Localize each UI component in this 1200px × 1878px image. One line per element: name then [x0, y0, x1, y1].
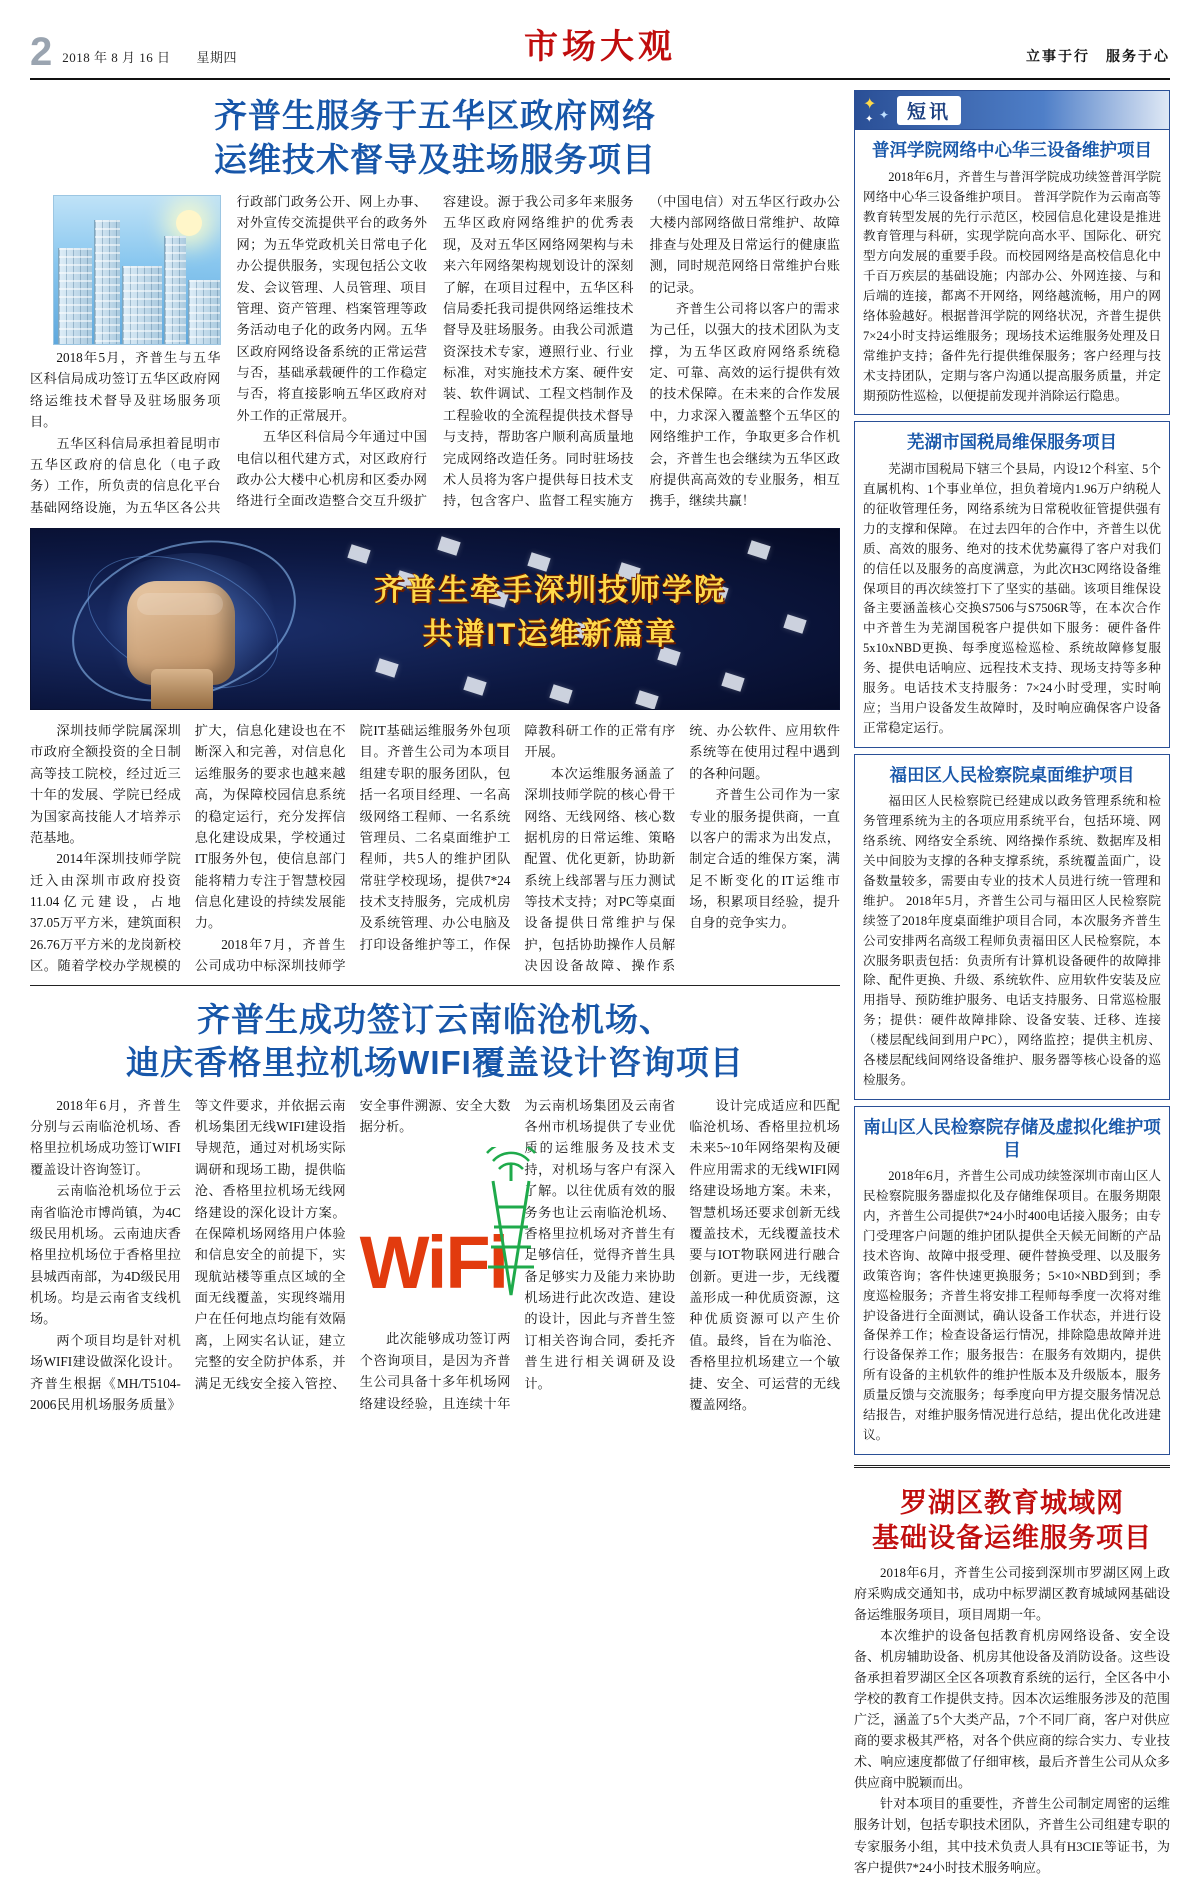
news-flash-badge: 短讯 — [897, 96, 961, 125]
article3-headline-line2: 迪庆香格里拉机场WIFI覆盖设计咨询项目 — [126, 1044, 744, 1082]
news-flash-item — [854, 754, 1170, 1100]
news-item-title: 南山区人民检察院存储及虚拟化维护项目 — [863, 1116, 1161, 1160]
article4-headline-line2: 基础设备运维服务项目 — [872, 1522, 1152, 1553]
left-column — [30, 90, 840, 1790]
article2-para: 深圳技师学院属深圳市政府全额投资的全日制高等技工院校，经过近三十年的发展、学院已经成为国家高技能人才培养示范基地。 — [30, 723, 181, 845]
article-shenzhen-polytechnic — [30, 720, 840, 977]
news-flash-item — [854, 1106, 1170, 1455]
section-divider — [30, 985, 840, 986]
article3-body — [30, 1095, 840, 1416]
building-shape — [58, 248, 92, 344]
article-luohu-education-network — [854, 1478, 1170, 1878]
shenzhen-banner-image — [30, 528, 840, 710]
news-item-body — [863, 792, 1161, 1090]
news-item-text: 2018年6月，齐普生与普洱学院成功续签普洱学院网络中心华三设备维护项目。 普洱学院作为云南高等教育转型发展的先行示范区，校园信息化建设是推进教育管理与科研，实现学院向高水平、国际化、研究型方向发展的重要手段。而校园网络是高校信息化中千百万疾层的基础设施；内部办公、外网连接、与和后端的连接，都离不开网络，网络越流畅，用户的网络体验越好。根据普洱学院的网络状况，齐普生提供7×24小时支持运维服务；现场技术运维服务处理及日常维护支持；备件先行提供维保服务；客户经理与技术支持团队，定期与客户沟通以提高服务质量，并定期预防性巡检，以便提前发现并消除运行隐患。 — [863, 169, 1161, 403]
article-airport-wifi — [30, 994, 840, 1416]
news-item-text: 2018年6月，齐普生公司成功续签深圳市南山区人民检察院服务器虚拟化及存储维保项目。在服务期限内，齐普生公司提供7*24小时400电话接入服务；由专门受理客户问题的维护团队提供全天候无间断的产品技术咨询、故障中报受理、硬件替换受理、以及服务政策咨询；客件快速更换服务；5×10×NBD到到；季度巡检服务；齐普生将安排工程师每季度一次将对维护设备进行全面测试，确认设备工作状态，并进行设备保养工作；检查设备运行情况，排除隐患故障并进行设备保养工作；服务报告：在服务有效期内，提供所有设备的主机软件的维护性版本及升级版本，服务质量反馈与交流服务；每季度向甲方提交服务情况总结报告，对维护服务情况进行总结，提出优化改进建议。 — [863, 1169, 1161, 1442]
star-icon: ✦ — [865, 114, 874, 125]
article4-para: 本次维护的设备包括教育机房网络设备、安全设备、机房辅助设备、机房其他设备及消防设备。这些设备承担着罗湖区全区各项教育系统的运行，全区各中小学校的教育工作提供支持。因本次运维服务涉及的范围广泛，涵盖了5个大类产品，7个不同厂商，客户对供应商的要求极其严格，对各个供应商的综合实力、专业技术、响应速度都做了仔细审核，最后齐普生公司从众多供应商中脱颖而出。 — [854, 1628, 1170, 1791]
building-shape — [94, 220, 120, 344]
news-flash-item — [854, 130, 1170, 415]
news-item-title: 福田区人民检察院桌面维护项目 — [889, 764, 1135, 785]
article2-para: 2014年深圳技师学院迁入由深圳市政府投资11.04亿元建设，占地37.05万平方米，建筑面积26.76万平方米的龙岗新校区。随着学校办学规模的扩大，信息化建设也在不断深入和完善，对信息化运维服务的要求也越来越高，为保障校园信息系统的稳定运行，充分发挥信息化建设成果，学校通过IT服务外包，使信息部门能将精力专注于智慧校园信息化建设的持续发展能力。 — [30, 723, 346, 974]
building-shape — [164, 236, 186, 344]
sun-glow-icon — [176, 210, 202, 236]
article1-para: 齐普生公司将以客户的需求为己任，以强大的技术团队为支撑，为五华区政府网络系统稳定、可靠、高效的运行提供有效的技术保障。在未来的合作发展中，力求深入覆盖整个五华区的网络维护工作，争取更多合作机会，齐普生也会继续为五华区政府提供高高效的专业服务，相互携手，继续共赢！ — [649, 300, 840, 509]
building-shape — [122, 266, 162, 344]
banner-text — [281, 569, 819, 656]
article3-headline — [30, 994, 840, 1095]
article3-para: 2018年6月，齐普生分别与云南临沧机场、香格里拉机场成功签订WIFI覆盖设计咨询签订。 — [30, 1097, 181, 1177]
star-icon: ✦ — [879, 108, 890, 122]
article2-body — [30, 720, 840, 977]
article4-body — [854, 1562, 1170, 1878]
wifi-wordmark: WiFi — [359, 1220, 508, 1304]
building-shape — [188, 280, 220, 344]
article-government-network — [30, 90, 840, 518]
banner-line1: 齐普生牵手深圳技师学院 — [374, 574, 726, 608]
article2-para: 本次运维服务涵盖了深圳技师学院的核心骨干网络、无线网络、核心数据机房的日常运维、策略配置、优化更新，协助新系统上线部署与压力测试等技术支持；对PC等桌面设备提供日常维护与保护，包括协助操作人员解决因设备故障、操作系统、办公软件、应用软件系统等在使用过程中遇到的各种问题。 — [524, 723, 840, 974]
news-flash-item — [854, 421, 1170, 747]
wifi-tower-icon — [463, 1147, 559, 1297]
article1-headline-line1: 齐普生服务于五华区政府网络 — [214, 97, 656, 134]
news-item-body — [863, 168, 1161, 407]
article3-para: 两个项目均是针对机场WIFI建设做深化设计。齐普生根据《MH/T5104-2006民用机场服务质量》等文件要求，并依据云南机场集团无线WIFI建设指导规范，通过对机场实际调研和现场工勘，提供临沧、香格里拉机场无线网络建设的深化设计方案。在保障机场网络用户体验和信息安全的前提下，实现航站楼等重点区域的全面无线覆盖，实现终端用户在任何地点均能有效隔离，上网实名认证，建立完整的安全防护体系，并满足无线安全接入管控、安全事件溯源、安全大数据分析。 — [30, 1097, 511, 1412]
news-item-text: 芜湖市国税局下辖三个县局，内设12个科室、5个直属机构、1个事业单位，担负着境内1.96万户纳税人的征收管理任务，网络系统为日常税收征管提供强有力的支撑和保障。 在过去四年的合作中，齐普生以优质、高效的服务、绝对的技术优势赢得了客户对我们的信任以及服务的高度满意，为此次H3C网络设备维保项目的再次续签打下了坚实的基础。该项目维保设备主要涵盖核心交换S7506与S7506R等，在本次合作中齐普生为芜湖国税客户提供如下服务：硬件备件5x10xNBD更换、每季度巡检巡检、系统故障修复服务、提供电话响应、远程技术支持、现场支持等多种服务。电话技术支持服务：7×24小时受理，实时响应；当用户设备发生故障时，及时响应确保客户设备正常稳定运行。 — [863, 462, 1161, 735]
page-title: 市场大观 — [524, 28, 676, 66]
weekday-text: 星期四 — [196, 50, 238, 65]
page-number: 2 — [30, 30, 53, 74]
article1-para: 2018年5月，齐普生与五华区科信局成功签订五华区政府网络运维技术督导及驻场服务项目。 — [30, 350, 221, 430]
news-flash-header — [854, 90, 1170, 130]
article3-para: 设计完成适应和匹配临沧机场、香格里拉机场未来5~10年网络架构及硬件应用需求的无线WIFI网络建设场地方案。未来，智慧机场还要求创新无线覆盖技术，无线覆盖技术要与IOT物联网进行融合创新。更进一步，无线覆盖形成一种优质资源，这种优质资源可以产生价值。最终，旨在为临沧、香格里拉机场建立一个敏捷、安全、可运营的无线覆盖网络。 — [689, 1097, 840, 1412]
city-buildings-photo — [53, 195, 221, 345]
masthead — [30, 18, 1170, 80]
article2-para: 2018年7月，齐普生公司成功中标深圳技师学院IT基础运维服务外包项目。齐普生公司为本项目组建专职的服务团队，包括一名项目经理、一名高级网络工程师、一名系统管理员、二名桌面维护工程师，共5人的维护团队常驻学校现场，提供7*24技术支持服务，完成机房及系统管理、办公电脑及打印设备维护等工，作保障教科研工作的正常有序开展。 — [194, 723, 676, 974]
arm-shape — [151, 669, 213, 710]
news-item-title: 普洱学院网络中心华三设备维护项目 — [872, 140, 1152, 160]
date-text: 2018 年 8 月 16 日 — [62, 50, 171, 65]
article4-headline-line1: 罗湖区教育城域网 — [900, 1487, 1124, 1518]
article1-para: 五华区科信局承担着昆明市五华区政府的信息化（电子政务）工作，所负责的信息化平台基础网络设施，为五华区各公共行政部门政务公开、网上办事、对外宣传交流提供平台的政务外网；为五华党政机关日常电子化办公提供服务，实现包括公文收发、会议管理、人员管理、项目管理、资产管理、档案管理等政务活动电子化的政务内网。五华区政府网络设备系统的正常运营与否，基础承载硬件的工作稳定与否，将直接影响五华区政府对外工作的正常展开。 — [30, 194, 427, 515]
article4-para: 针对本项目的重要性，齐普生公司制定周密的运维服务计划，包括专职技术团队，齐普生公司组建专职的专家服务小组，其中技术负责人具有H3CIE等证书，为客户提供7*24小时技术服务响应。 — [854, 1796, 1170, 1875]
article3-headline-line1: 齐普生成功签订云南临沧机场、 — [197, 1000, 673, 1038]
article1-para: 五华区科信局今年通过中国电信以租代建方式，对区政府行政办公大楼中心机房和区委办网络进行全面改造整合交互升级扩容建设。源于我公司多年来服务五华区政府网络维护的优秀表现，及对五华区网络网架构与未来六年网络架构规划设计的深刻了解，在项目过程中，五华区科信局委托我司提供网络运维技术督导及驻场服务。由我公司派遣资深技术专家，遵照行业、行业标准，对实施技术方案、硬件安装、软件调试、工程文档制作及工程验收的全流程提供技术督导与支持，帮助客户顺利高质量地完成网络改造任务。同时驻场技术人员将为客户提供每日技术支持，包含客户、监督工程实施方（中国电信）对五华区行政办公大楼内部网络做日常维护、故障排查与处理及日常运行的健康监测，同时规范网络日常维护台账的记录。 — [236, 194, 840, 509]
article1-headline-line2: 运维技术督导及驻场服务项目 — [214, 140, 656, 178]
right-column — [854, 90, 1170, 1875]
article2-para: 齐普生公司作为一家专业的服务提供商，一直以客户的需求为出发点，制定合适的维保方案，满足不断变化的IT运维市场，积累项目经验，提升自身的竞争实力。 — [689, 787, 840, 931]
article1-headline — [30, 90, 840, 191]
page-content — [30, 90, 1170, 1875]
news-item-body — [863, 1167, 1161, 1445]
article3-para: 云南临沧机场位于云南省临沧市博尚镇，为4C级民用机场。云南迪庆香格里拉机场位于香格里拉县城西南部，为4D级民用机场。均是云南省支线机场。 — [30, 1183, 181, 1327]
article4-headline — [854, 1478, 1170, 1562]
article3-para: 此次能够成功签订两个咨询项目，是因为齐普生公司具备十多年机场网络建设经验，且连续十年为云南机场集团及云南省各州市机场提供了专业优质的运维服务及技术支持，对机场与客户有深入了解。以往优质有效的服务务也让云南临沧机场、香格里拉机场对齐普生有足够信任，觉得齐普生具备足够实力及能力来协助机场进行此次改造、建设的设计，因此与齐普生签订相关咨询合同，委托齐普生进行相关调研及设计。 — [359, 1097, 676, 1411]
wifi-illustration — [360, 1143, 565, 1328]
masthead-slogan: 立事于行 服务于心 — [1026, 50, 1170, 65]
news-item-title: 芜湖市国税局维保服务项目 — [907, 432, 1117, 453]
article4-para: 2018年6月，齐普生公司接到深圳市罗湖区网上政府采购成交通知书，成功中标罗湖区教育城域网基础设备运维服务项目，项目周期一年。 — [854, 1564, 1170, 1623]
banner-line2: 共谱IT运维新篇章 — [422, 617, 678, 651]
news-item-text: 福田区人民检察院已经建成以政务管理系统和检务管理系统为主的各项应用系统平台，包括环境、网络系统、网络安全系统、网络操作系统、数据库及相关中间胶为支撑的各种支撑系统，系统覆盖面广，设备数量较多，需要由专业的技术人员进行统一管理和维护。 2018年5月，齐普生公司与福田区人民检察院续签了2018年度桌面维护项目合同，本次服务齐普生公司安排两名高级工程师负责福田区人民检察院，本次服务职责包括：负责所有计算机设备硬件的故障排除、配件更换、升级、系统软件、应用软件安装及应用指导、预防维护服务、电话支持服务、日常巡检服务；提供：硬件故障排除、设备安装、迁移、连接（楼层配线间到用户PC），网络监控；提供主机房、各楼层配线间网络设备维护、服务器等核心设备的巡检服务。 — [863, 794, 1161, 1087]
news-item-body — [863, 460, 1161, 738]
star-icon: ✦ — [863, 96, 877, 113]
article1-body — [30, 191, 840, 518]
section-divider — [854, 1465, 1170, 1468]
